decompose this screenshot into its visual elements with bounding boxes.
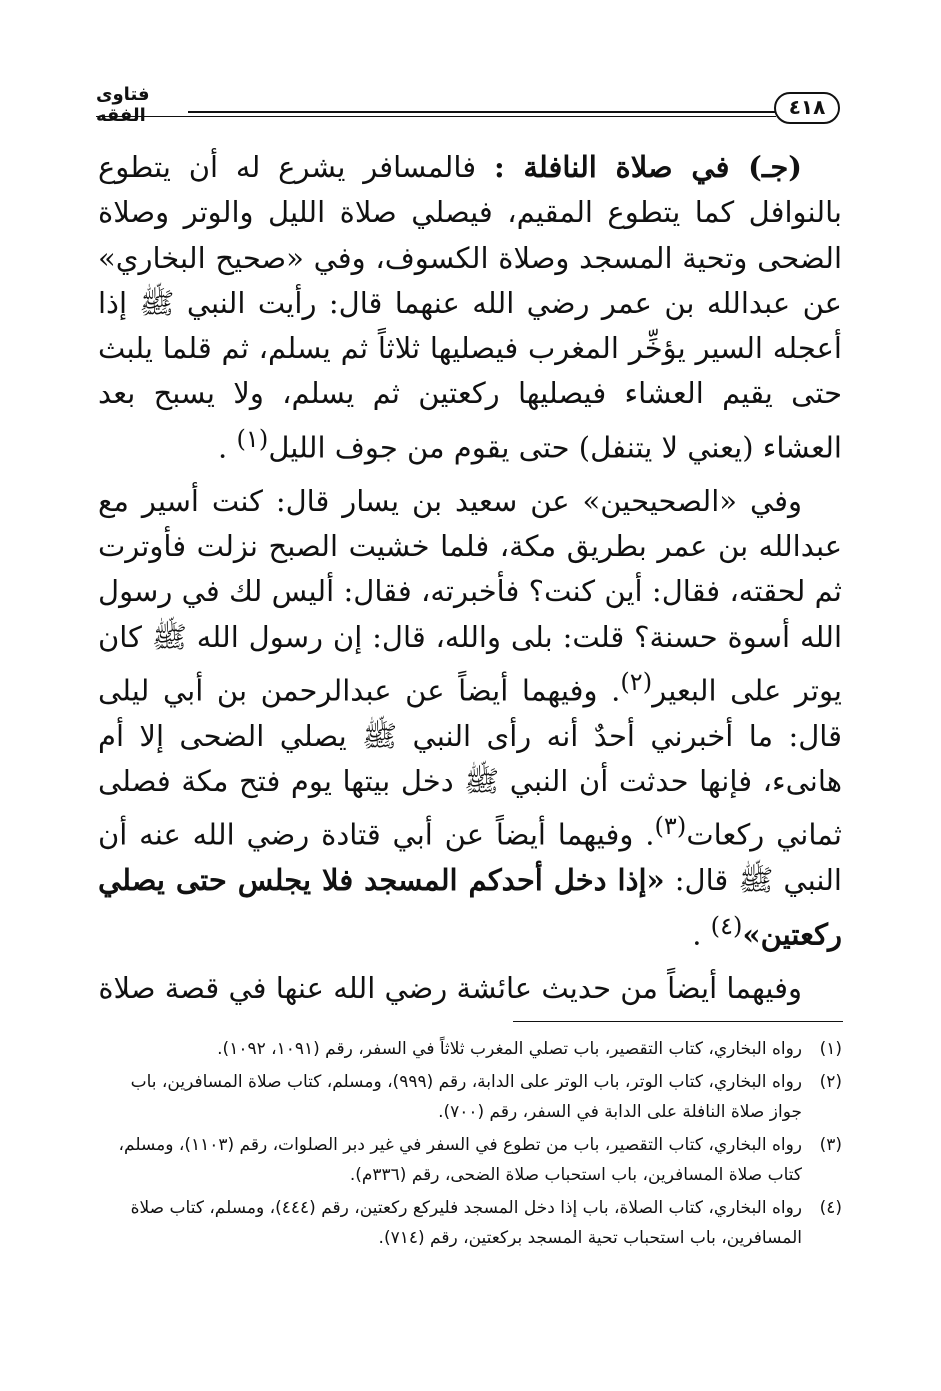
paragraph-text: . وفيهما أيضاً عن عبدالرحمن بن أبي ليلى قال: ما أخبرني أحدٌ أنه رأى النبي ﷺ يصلي الضحى إلا أم هانىء، فإنها حدثت أن النبي ﷺ دخل بيتها يوم فتح مكة فصلى ثماني ركعات xyxy=(98,673,843,853)
paragraph-aisha xyxy=(98,966,842,1011)
running-title: فتاوى الفقه xyxy=(96,84,150,126)
section-heading: (جـ) في صلاة النافلة : xyxy=(493,150,803,184)
footnote-mark: (٢) xyxy=(819,1072,842,1092)
footnote-text: رواه البخاري، كتاب الصلاة، باب إذا دخل المسجد فليركع ركعتين، رقم (٤٤٤)، ومسلم، كتاب صلاة المسافرين، باب استحباب تحية المسجد بركعتين، رقم (٧١٤). xyxy=(130,1198,802,1248)
footnote-separator xyxy=(513,1021,843,1022)
footnote-ref-4: (٤) xyxy=(710,911,743,940)
footnote-text: رواه البخاري، كتاب التقصير، باب من تطوع في السفر في غير دبر الصلوات، رقم (١١٠٣)، ومسلم، كتاب صلاة المسافرين، باب استحباب صلاة الضحى، رقم (٣٣٦م). xyxy=(118,1135,802,1185)
header-rule xyxy=(188,111,776,113)
footnote xyxy=(98,1130,842,1190)
paragraph-text: وفيهما أيضاً من حديث عائشة رضي الله عنها في قصة صلاة xyxy=(98,970,802,1005)
header-rule-thin xyxy=(96,116,776,117)
paragraph-nafila xyxy=(98,145,842,471)
footnote-mark: (١) xyxy=(819,1039,842,1059)
footnote-text: رواه البخاري، كتاب التقصير، باب تصلي المغرب ثلاثاً في السفر، رقم (١٠٩١، ١٠٩٢). xyxy=(217,1039,802,1059)
paragraph-text: وفي «الصحيحين» عن سعيد بن يسار قال: كنت أسير مع عبدالله بن عمر بطريق مكة، فلما خشيت الصبح نزلت فأوترت ثم لحقته، فقال: أين كنت؟ فأخبرته، فقال: أليس لك في رسول الله أسوة حسنة؟ قلت: بلى والله، قال: إن رسول الله ﷺ كان يوتر على البعير xyxy=(98,483,842,708)
paragraph-text: فالمسافر يشرع له أن يتطوع بالنوافل كما يتطوع المقيم، فيصلي صلاة الليل والوتر وصلاة الضحى وتحية المسجد وصلاة الكسوف، وفي «صحيح البخاري» عن عبدالله بن عمر رضي الله عنهما قال: رأيت النبي ﷺ إذا أعجله السير يؤخِّر المغرب فيصليها ثلاثاً ثم يسلم، ثم قلما يلبث حتى يقيم العشاء فيصليها ركعتين ثم يسلم، ولا يسبح بعد العشاء (يعني لا يتنفل) حتى يقوم من جوف الليل xyxy=(98,150,842,465)
footnote-text: رواه البخاري، كتاب الوتر، باب الوتر على الدابة، رقم (٩٩٩)، ومسلم، كتاب صلاة المسافرين، باب جواز صلاة النافلة على الدابة في السفر، رقم (٧٠٠). xyxy=(130,1072,802,1122)
footnote-mark: (٣) xyxy=(819,1135,842,1155)
footnote-ref-2: (٢) xyxy=(620,667,653,696)
footnote xyxy=(98,1193,842,1253)
running-header xyxy=(96,84,840,132)
footnote-mark: (٤) xyxy=(819,1198,842,1218)
footnotes xyxy=(98,1034,842,1256)
main-text xyxy=(98,145,842,1011)
page-number: ٤١٨ xyxy=(774,92,840,124)
footnote xyxy=(98,1034,842,1064)
paragraph-end: . xyxy=(692,917,711,952)
paragraph-text: . وفيهما أيضاً عن أبي قتادة رضي الله عنه أن النبي ﷺ قال: xyxy=(98,818,842,898)
paragraph-sahihayn xyxy=(98,479,842,958)
hadith-quote: «إذا دخل أحدكم المسجد فلا يجلس حتى يصلي ركعتين» xyxy=(98,863,842,952)
footnote-ref-3: (٣) xyxy=(654,812,687,841)
footnote xyxy=(98,1067,842,1127)
footnote-ref-1: (١) xyxy=(236,424,269,453)
paragraph-end: . xyxy=(218,430,237,465)
